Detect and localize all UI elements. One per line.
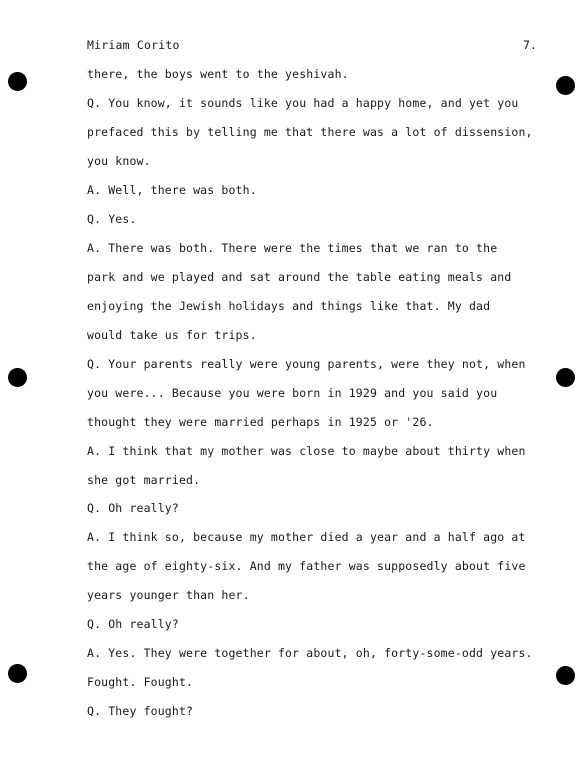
binder-hole-left-middle [8, 368, 27, 387]
transcript-line: she got married. [87, 473, 201, 487]
transcript-line: Q. You know, it sounds like you had a happy home, and yet you [87, 96, 519, 110]
transcript-line: enjoying the Jewish holidays and things like that. My dad [87, 299, 491, 313]
transcript-line: Q. Oh really? [87, 501, 179, 515]
binder-hole-right-bottom [556, 666, 575, 685]
page-number: 7. [523, 38, 537, 52]
transcript-line: years younger than her. [87, 588, 250, 602]
transcript-line: you know. [87, 154, 151, 168]
transcript-line: there, the boys went to the yeshivah. [87, 67, 349, 81]
transcript-line: Q. Your parents really were young parents, were they not, when [87, 357, 526, 371]
transcript-line: A. I think so, because my mother died a year and a half ago at [87, 530, 526, 544]
transcript-line: would take us for trips. [87, 328, 257, 342]
binder-hole-left-top [8, 72, 27, 91]
transcript-line: A. I think that my mother was close to maybe about thirty when [87, 444, 526, 458]
transcript-line: prefaced this by telling me that there was a lot of dissension, [87, 125, 533, 139]
binder-hole-left-bottom [8, 664, 27, 683]
transcript-line: thought they were married perhaps in 1925 or '26. [87, 415, 434, 429]
transcript-line: A. There was both. There were the times that we ran to the [87, 241, 498, 255]
transcript-line: park and we played and sat around the table eating meals and [87, 270, 512, 284]
transcript-line: you were... Because you were born in 1929 and you said you [87, 386, 498, 400]
transcript-line: Q. Oh really? [87, 617, 179, 631]
transcript-line: the age of eighty-six. And my father was supposedly about five [87, 559, 526, 573]
transcript-line: A. Yes. They were together for about, oh, forty-some-odd years. [87, 646, 533, 660]
transcript-line: Q. Yes. [87, 212, 137, 226]
binder-hole-right-middle [556, 368, 575, 387]
transcript-line: Fought. Fought. [87, 675, 194, 689]
transcript-line: Q. They fought? [87, 704, 194, 718]
interviewee-name-header: Miriam Corito [87, 38, 180, 52]
transcript-line: A. Well, there was both. [87, 183, 257, 197]
binder-hole-right-top [556, 76, 575, 95]
